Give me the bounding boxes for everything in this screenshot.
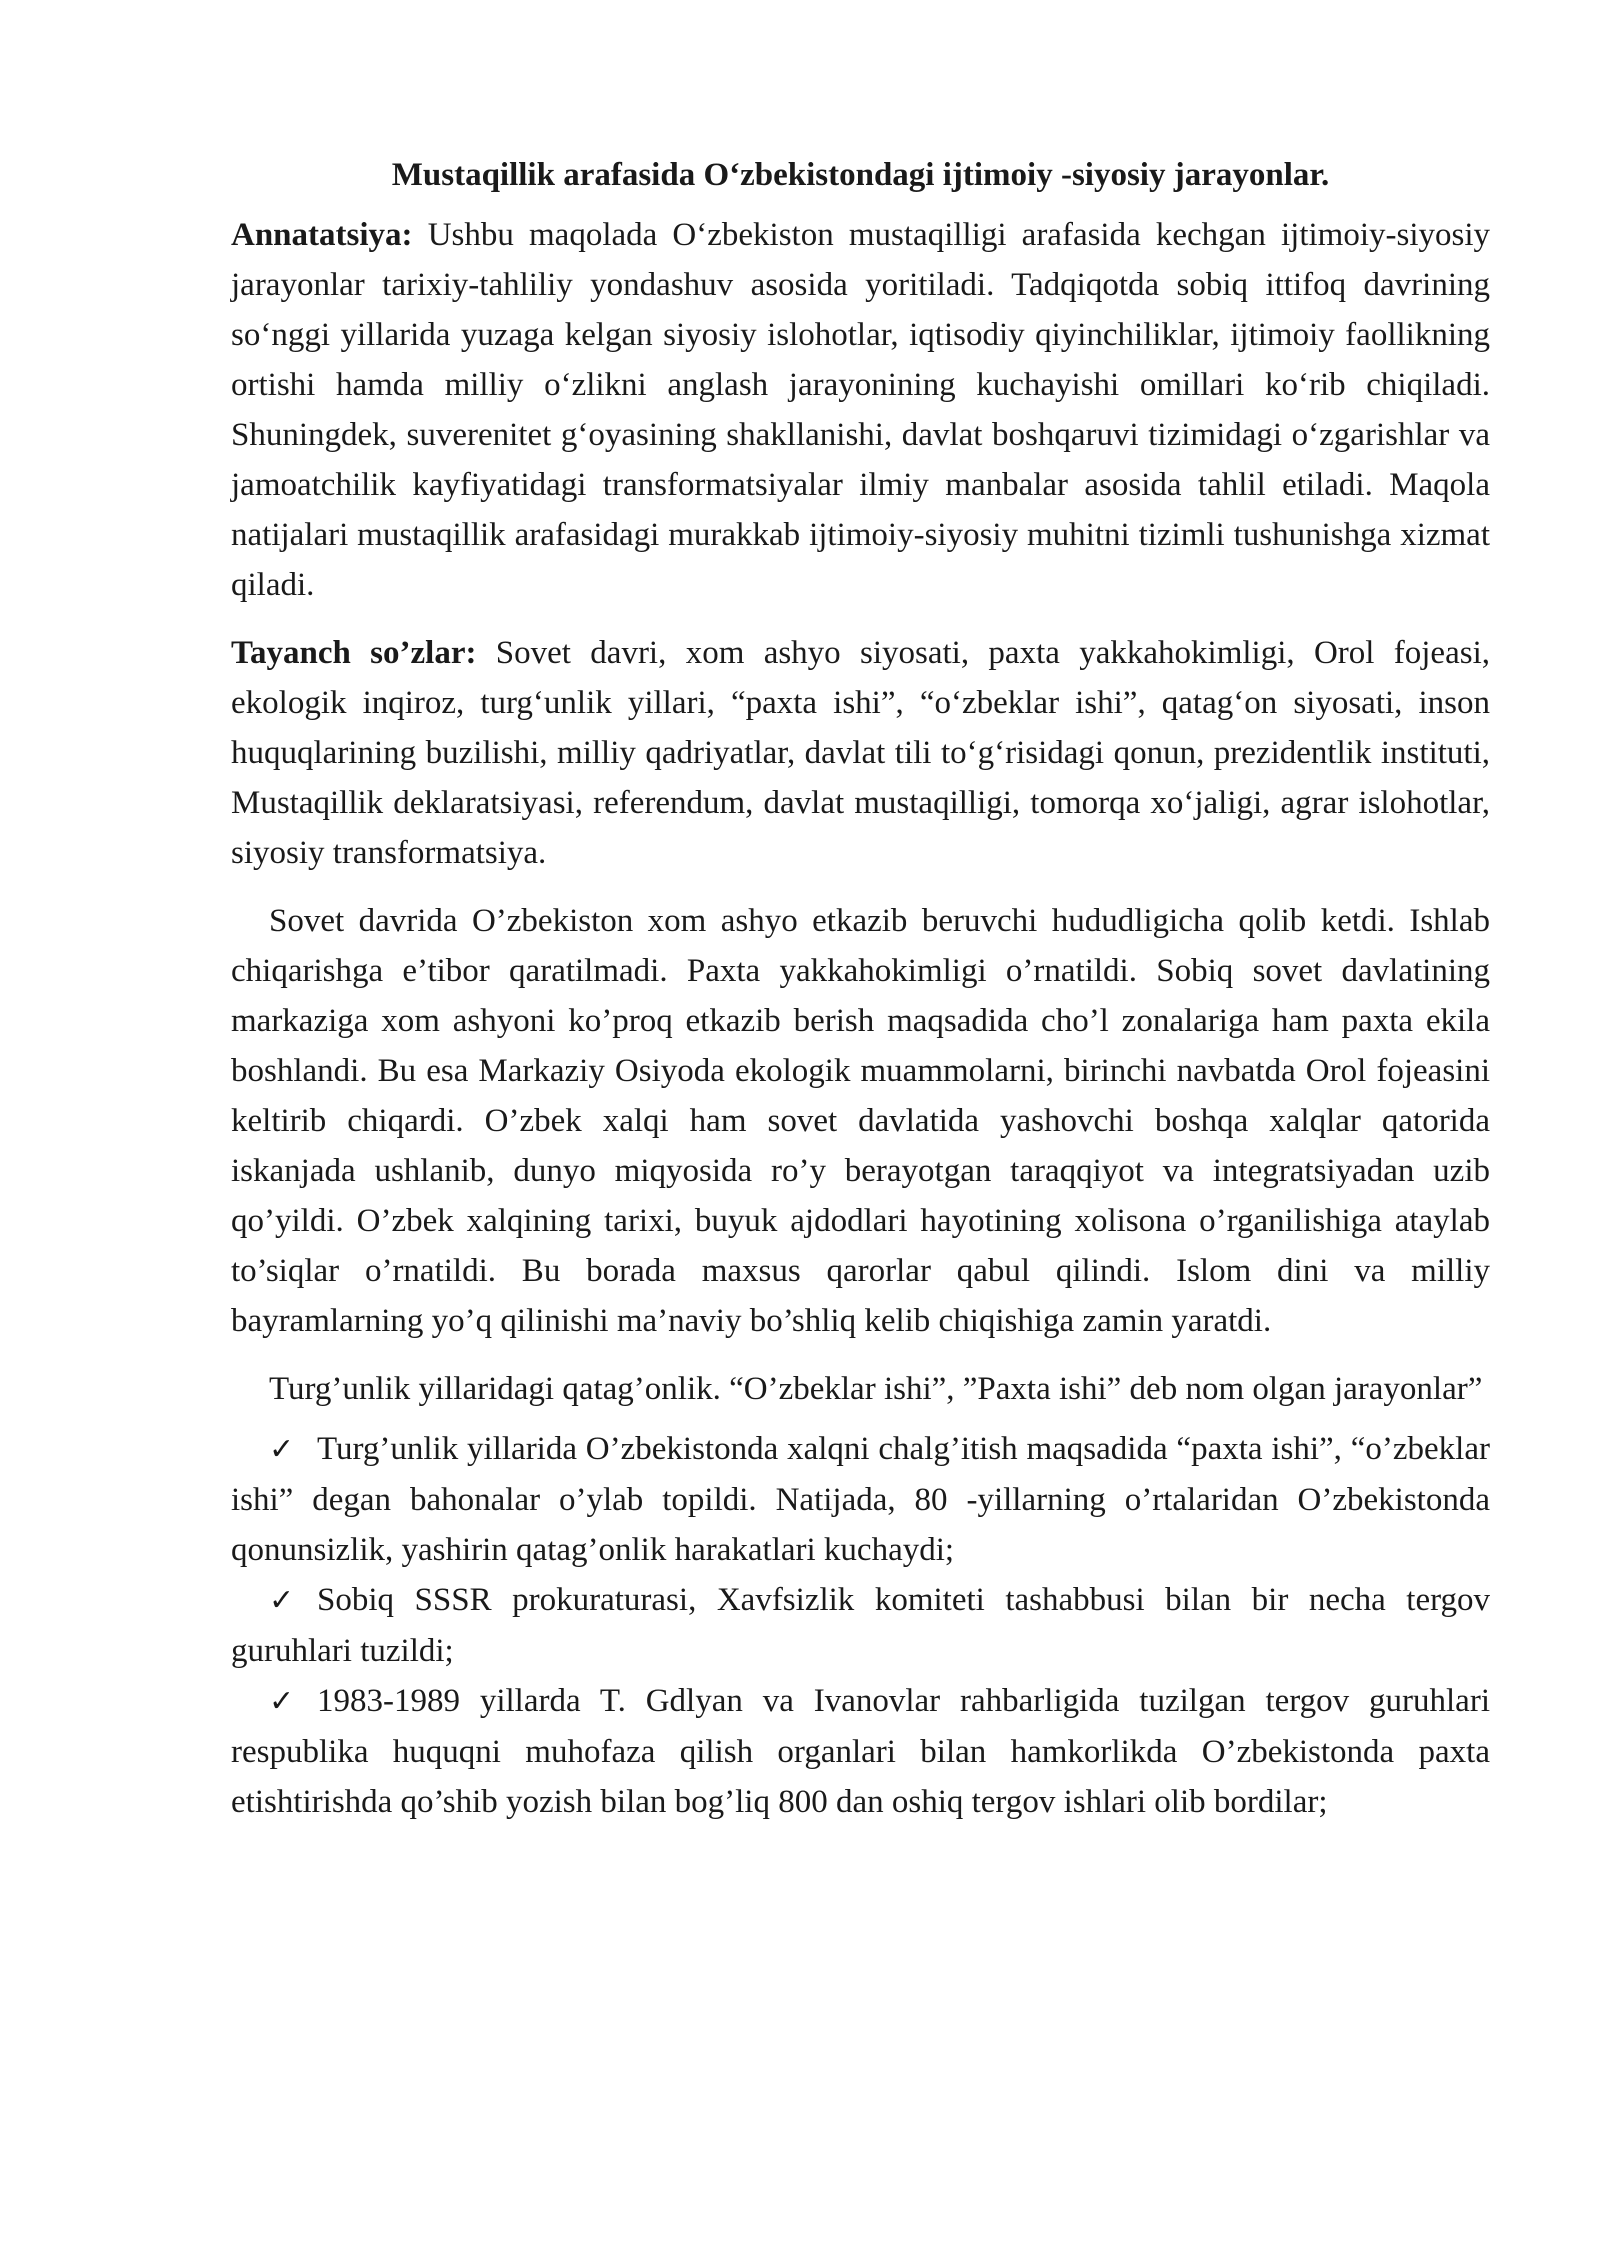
list-item: [231, 1676, 1490, 1827]
checklist: [231, 1424, 1490, 1827]
body-paragraph-stagnation: Turg’unlik yillaridagi qatag’onlik. “O’zbeklar ishi”, ”Paxta ishi” deb nom olgan jarayonlar”: [269, 1371, 1483, 1407]
body-paragraph-soviet-period: Sovet davrida O’zbekiston xom ashyo etkazib beruvchi hududligicha qolib ketdi. Ishlab chiqarishga e’tibor qaratilmadi. Paxta yakkahokimligi o’rnatildi. Sobiq sovet davlatining markaziga xom ashyoni ko’proq etkazib berish maqsadida cho’l zonalariga ham paxta ekila boshlandi. Bu esa Markaziy Osiyoda ekologik muammolarni, birinchi navbatda Orol fojeasini keltirib chiqardi. O’zbek xalqi ham sovet davlatida yashovchi boshqa xalqlar qatorida iskanjada ushlanib, dunyo miqyosida ro’y berayotgan taraqqiyot va integratsiyadan uzib qo’yildi. O’zbek xalqining tarixi, buyuk ajdodlari hayotining xolisona o’rganilishiga ataylab to’siqlar o’rnatildi. Bu borada maxsus qarorlar qabul qilindi. Islom dini va milliy bayramlarning yo’q qilinishi ma’naviy bo’shliq kelib chiqishiga zamin yaratdi.: [231, 903, 1490, 1339]
list-item-text: 1983-1989 yillarda T. Gdlyan va Ivanovlar rahbarligida tuzilgan tergov guruhlari respublika huquqni muhofaza qilish organlari bilan hamkorlikda O’zbekistonda paxta etishtirishda qo’shib yozish bilan bog’liq 800 dan oshiq tergov ishlari olib bordilar;: [231, 1683, 1490, 1820]
list-item: [231, 1424, 1490, 1575]
list-item: [231, 1575, 1490, 1676]
document-title: Mustaqillik arafasida O‘zbekistondagi ijtimoiy -siyosiy jarayonlar.: [391, 157, 1330, 193]
abstract-text: Ushbu maqolada O‘zbekiston mustaqilligi arafasida kechgan ijtimoiy-siyosiy jarayonlar tarixiy-tahliliy yondashuv asosida yoritiladi. Tadqiqotda sobiq ittifoq davrining so‘nggi yillarida yuzaga kelgan siyosiy islohotlar, iqtisodiy qiyinchiliklar, ijtimoiy faollikning ortishi hamda milliy o‘zlikni anglash jarayonining kuchayishi omillari ko‘rib chiqiladi. Shuningdek, suverenitet g‘oyasining shakllanishi, davlat boshqaruvi tizimidagi o‘zgarishlar va jamoatchilik kayfiyatidagi transformatsiyalar ilmiy manbalar asosida tahlil etiladi. Maqola natijalari mustaqillik arafasidagi murakkab ijtimoiy-siyosiy muhitni tizimli tushunishga xizmat qiladi.: [231, 217, 1490, 603]
checkmark-icon: ✓: [269, 1583, 295, 1618]
checkmark-icon: ✓: [269, 1684, 295, 1719]
abstract-paragraph: [231, 210, 1490, 610]
keywords-label: Tayanch so’zlar:: [231, 635, 477, 671]
keywords-text: Sovet davri, xom ashyo siyosati, paxta yakkahokimligi, Orol fojeasi, ekologik inqiroz, turg‘unlik yillari, “paxta ishi”, “o‘zbeklar ishi”, qatag‘on siyosati, inson huquqlarining buzilishi, milliy qadriyatlar, davlat tili to‘g‘risidagi qonun, prezidentlik instituti, Mustaqillik deklaratsiyasi, referendum, davlat mustaqilligi, tomorqa xo‘jaligi, agrar islohotlar, siyosiy transformatsiya.: [231, 635, 1490, 871]
list-item-text: Sobiq SSSR prokuraturasi, Xavfsizlik komiteti tashabbusi bilan bir necha tergov guruhlari tuzildi;: [231, 1582, 1490, 1669]
abstract-label: Annatatsiya:: [231, 217, 413, 253]
keywords-paragraph: [231, 628, 1490, 878]
document-page: [231, 150, 1490, 1827]
checkmark-icon: ✓: [269, 1432, 295, 1467]
list-item-text: Turg’unlik yillarida O’zbekistonda xalqni chalg’itish maqsadida “paxta ishi”, “o’zbeklar ishi” degan bahonalar o’ylab topildi. Natijada, 80 -yillarning o’rtalaridan O’zbekistonda qonunsizlik, yashirin qatag’onlik harakatlari kuchaydi;: [231, 1431, 1490, 1568]
